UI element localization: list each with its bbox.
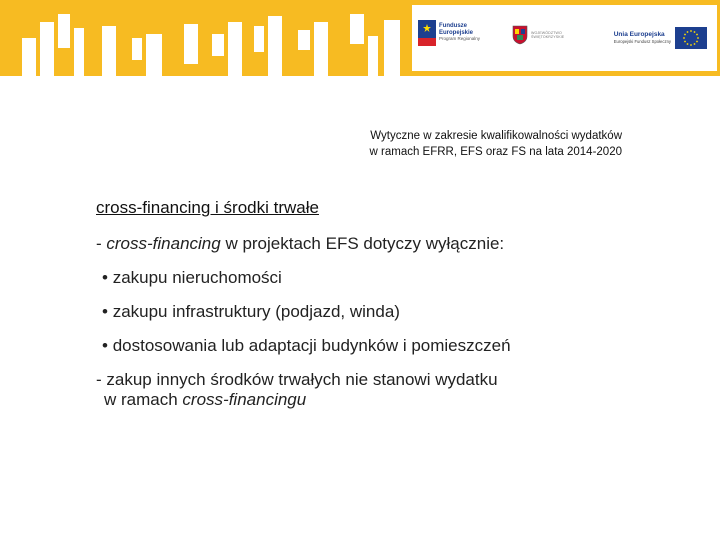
closing-prefix: w ramach bbox=[104, 390, 183, 409]
ue-line1: Unia Europejska bbox=[613, 31, 665, 38]
woj-line1: WOJEWÓDZTWO bbox=[531, 30, 562, 35]
closing-italic: cross-financingu bbox=[182, 390, 307, 409]
intro-prefix: - bbox=[96, 234, 107, 253]
intro-italic: cross-financing bbox=[106, 234, 221, 253]
closing-line2 bbox=[96, 390, 696, 410]
woj-line2: ŚWIĘTOKRZYSKIE bbox=[531, 35, 565, 39]
deco-block bbox=[384, 20, 400, 76]
intro-line bbox=[96, 234, 696, 254]
bullet-icon: • bbox=[102, 302, 108, 321]
coat-of-arms-icon bbox=[512, 25, 528, 45]
document-subtitle bbox=[370, 128, 622, 160]
closing-note bbox=[96, 370, 696, 410]
deco-block bbox=[74, 28, 84, 76]
deco-block bbox=[314, 22, 328, 76]
list-item bbox=[102, 302, 696, 322]
bullet-text: dostosowania lub adaptacji budynków i pomieszczeń bbox=[112, 336, 511, 355]
intro-rest: w projektach EFS dotyczy wyłącznie: bbox=[220, 234, 505, 253]
deco-block bbox=[184, 24, 198, 64]
ue-line2: Europejski Fundusz Społeczny bbox=[613, 39, 671, 44]
wojewodztwo-logo bbox=[512, 25, 564, 45]
bullet-icon: • bbox=[102, 336, 108, 355]
deco-block bbox=[228, 22, 242, 76]
deco-block bbox=[268, 16, 282, 76]
deco-block bbox=[212, 34, 224, 56]
deco-block bbox=[368, 36, 378, 76]
eu-flag-icon bbox=[675, 27, 707, 49]
fe-line2: Europejskie bbox=[439, 29, 474, 36]
deco-block bbox=[298, 30, 310, 50]
deco-block bbox=[146, 34, 162, 76]
bullet-text: zakupu infrastruktury (podjazd, winda) bbox=[112, 302, 400, 321]
subtitle-line2: w ramach EFRR, EFS oraz FS na lata 2014-2020 bbox=[369, 146, 622, 158]
bullet-text: zakupu nieruchomości bbox=[112, 268, 282, 287]
deco-block bbox=[22, 38, 36, 76]
unia-europejska-logo bbox=[614, 27, 707, 49]
list-item bbox=[102, 336, 696, 356]
deco-block bbox=[350, 14, 364, 44]
fe-line1: Fundusze bbox=[439, 23, 467, 30]
deco-block bbox=[102, 26, 116, 76]
fundusze-europejskie-logo bbox=[418, 20, 480, 46]
closing-line1: - zakup innych środków trwałych nie stanowi wydatku bbox=[96, 370, 498, 389]
deco-block bbox=[58, 14, 70, 48]
section-heading: cross-financing i środki trwałe bbox=[96, 198, 319, 217]
deco-block bbox=[132, 38, 142, 60]
subtitle-line1: Wytyczne w zakresie kwalifikowalności wydatków bbox=[370, 130, 622, 142]
deco-block bbox=[40, 22, 54, 76]
fe-line3: Program Regionalny bbox=[439, 36, 481, 42]
list-item bbox=[102, 268, 696, 288]
deco-block bbox=[254, 26, 264, 52]
bullet-icon: • bbox=[102, 268, 108, 287]
logo-strip bbox=[412, 5, 717, 71]
fe-flag-icon bbox=[418, 20, 436, 46]
slide-content bbox=[96, 198, 696, 410]
header-banner bbox=[0, 0, 720, 76]
